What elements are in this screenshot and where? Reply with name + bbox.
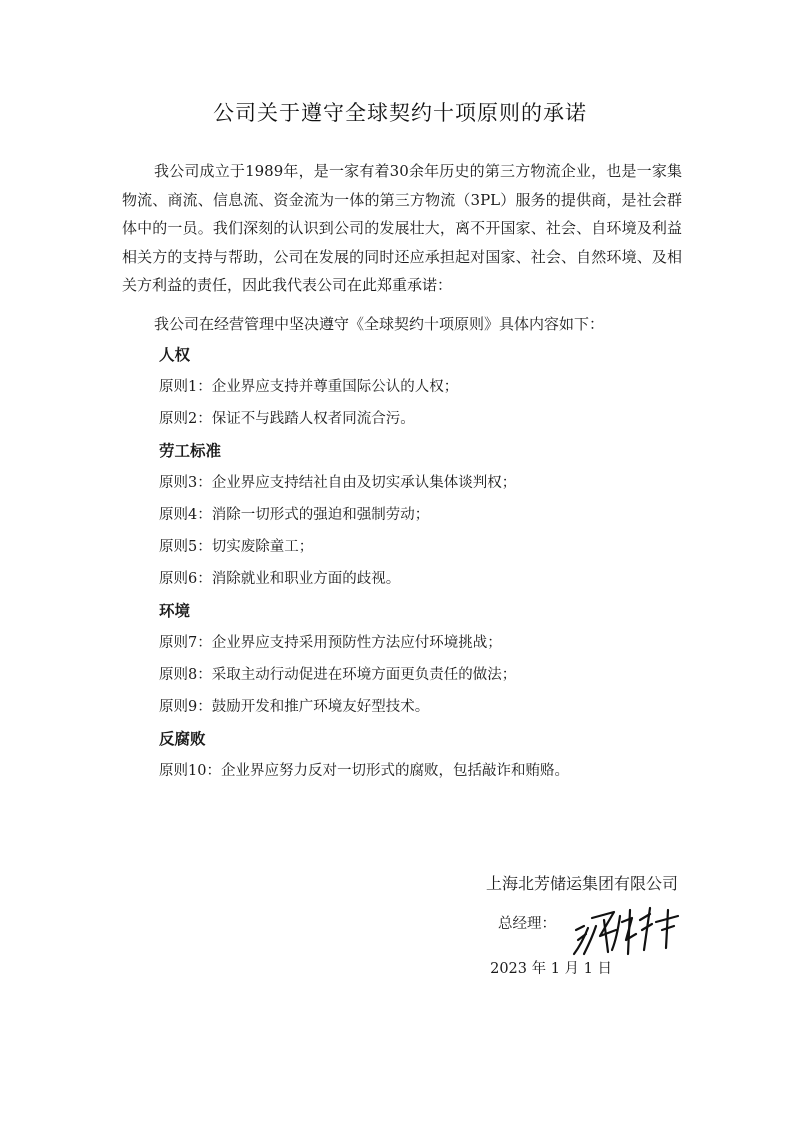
principle-item: 原则10：企业界应努力反对一切形式的腐败，包括敲诈和贿赂。 — [159, 763, 569, 779]
principle-item: 原则1：企业界应支持并尊重国际公认的人权； — [159, 379, 459, 395]
principle-item: 原则3：企业界应支持结社自由及切实承认集体谈判权； — [159, 475, 517, 491]
scope-paragraph: 我公司在经营管理中坚决遵守《全球契约十项原则》具体内容如下： — [154, 315, 605, 333]
section-heading-human-rights: 人权 — [159, 346, 191, 364]
principle-item: 原则4：消除一切形式的强迫和强制劳动； — [159, 507, 430, 523]
section-heading-anti-corruption: 反腐败 — [159, 730, 206, 748]
principle-item: 原则9：鼓励开发和推广环境友好型技术。 — [159, 699, 430, 715]
principle-item: 原则5：切实废除童工； — [159, 539, 314, 555]
principle-item: 原则7：企业界应支持采用预防性方法应付环境挑战； — [159, 635, 502, 651]
principle-item: 原则8：采取主动行动促进在环境方面更负责任的做法； — [159, 667, 517, 683]
intro-paragraph: 我公司成立于1989年，是一家有着30余年历史的第三方物流企业，也是一家集物流、商流、信息流、资金流为一体的第三方物流（3PL）服务的提供商，是社会群体中的一员。我们深刻的认识到公司的发展壮大，离不开国家、社会、自环境及利益相关方的支持与帮助，公司在发展的同时还应承担起对国家、社会、自然环境、及相关方利益的责任，因此我代表公司在此郑重承诺： — [122, 162, 682, 295]
principle-item: 原则2：保证不与践踏人权者同流合污。 — [159, 411, 415, 427]
principles-list — [159, 344, 719, 792]
document-date: 2023 年 1 月 1 日 — [490, 961, 612, 977]
company-name: 上海北芳储运集团有限公司 — [485, 874, 678, 893]
gm-label: 总经理： — [498, 916, 556, 932]
document-title: 公司关于遵守全球契约十项原则的承诺 — [213, 101, 587, 125]
principle-item: 原则6：消除就业和职业方面的歧视。 — [159, 571, 401, 587]
section-heading-environment: 环境 — [159, 602, 191, 620]
section-heading-labour: 劳工标准 — [159, 442, 222, 460]
handwritten-signature-icon — [570, 900, 682, 958]
